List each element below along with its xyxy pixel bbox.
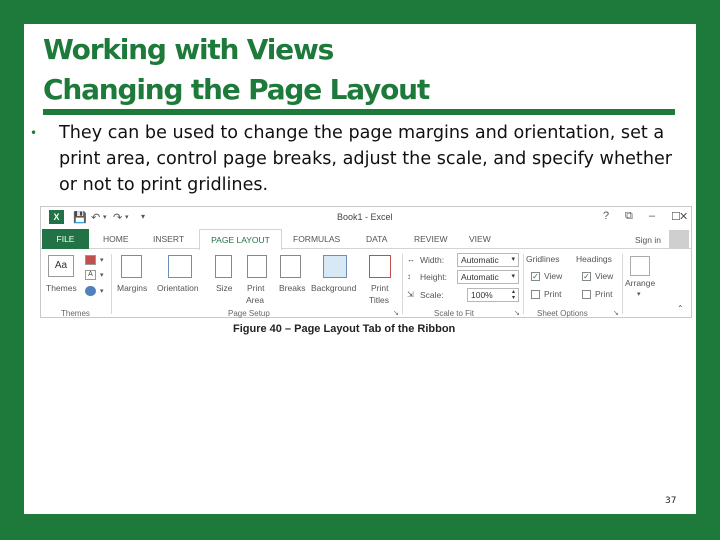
effects-icon[interactable] <box>85 286 96 296</box>
sheet-options-launcher-icon[interactable]: ↘ <box>613 310 619 317</box>
group-label-themes: Themes <box>61 309 90 318</box>
size-button[interactable]: Size <box>216 283 233 293</box>
print-titles-label-2[interactable]: Titles <box>369 295 389 305</box>
group-divider <box>111 254 112 314</box>
title-underline <box>43 109 675 115</box>
width-label: Width: <box>420 255 445 265</box>
margins-button[interactable]: Margins <box>117 283 148 293</box>
tab-page-layout[interactable]: PAGE LAYOUT <box>199 229 282 250</box>
spinner-arrows-icon[interactable]: ▴ ▾ <box>511 289 515 301</box>
tab-formulas[interactable]: FORMULAS <box>293 234 341 244</box>
chevron-down-icon: ▾ <box>511 273 515 280</box>
save-icon[interactable]: 💾 <box>73 212 87 224</box>
colors-dropdown-icon[interactable]: ▾ <box>100 257 104 264</box>
chevron-down-icon: ▾ <box>511 256 515 263</box>
group-divider <box>523 254 524 314</box>
tab-view[interactable]: VIEW <box>469 234 491 244</box>
excel-screenshot <box>40 206 692 318</box>
help-icon[interactable]: ? <box>603 210 610 222</box>
tab-data[interactable]: DATA <box>366 234 388 244</box>
gridlines-print-label: Print <box>544 289 562 299</box>
arrange-icon[interactable] <box>630 256 650 276</box>
scale-launcher-icon[interactable]: ↘ <box>514 310 520 317</box>
print-area-icon[interactable] <box>247 255 267 278</box>
tab-file[interactable]: FILE <box>42 229 89 249</box>
ribbon-display-icon[interactable]: ⧉ <box>625 210 633 222</box>
close-icon[interactable]: ✕ <box>679 211 689 223</box>
size-icon[interactable] <box>215 255 232 278</box>
headings-header: Headings <box>576 254 612 264</box>
gridlines-print-checkbox[interactable] <box>531 290 540 299</box>
fonts-dropdown-icon[interactable]: ▾ <box>100 272 104 279</box>
print-area-label-2[interactable]: Area <box>246 295 264 305</box>
maximize-icon[interactable]: ☐ <box>671 211 681 223</box>
title-line-1: Working with Views <box>43 33 334 66</box>
figure-caption: Figure 40 – Page Layout Tab of the Ribbon <box>233 323 456 335</box>
tab-home[interactable]: HOME <box>103 234 129 244</box>
ribbon <box>41 250 691 318</box>
gridlines-view-checkbox[interactable]: ✓ <box>532 272 539 281</box>
scale-spinner[interactable] <box>467 288 519 302</box>
slide <box>24 24 696 514</box>
height-select-value: Automatic <box>461 272 499 282</box>
bullet-item <box>30 120 690 198</box>
orientation-button[interactable]: Orientation <box>157 283 199 293</box>
group-divider <box>622 254 623 314</box>
bullet-dot-icon: • <box>30 126 38 140</box>
tab-insert[interactable]: INSERT <box>153 234 185 244</box>
undo-icon[interactable]: ↶ <box>91 212 101 224</box>
scale-spinner-value: 100% <box>471 290 493 300</box>
breaks-button[interactable]: Breaks <box>279 283 306 293</box>
orientation-icon[interactable] <box>168 255 192 278</box>
themes-button[interactable]: Themes <box>46 283 77 293</box>
window-title: Book1 - Excel <box>337 212 393 222</box>
colors-icon[interactable] <box>85 255 96 265</box>
page-number: 37 <box>665 496 677 506</box>
background-button[interactable]: Background <box>311 283 357 293</box>
margins-icon[interactable] <box>121 255 142 278</box>
group-label-sheet-options: Sheet Options <box>537 309 588 318</box>
width-select-value: Automatic <box>461 255 499 265</box>
height-label: Height: <box>420 272 447 282</box>
undo-dropdown-icon[interactable]: ▾ <box>103 214 107 221</box>
effects-dropdown-icon[interactable]: ▾ <box>100 288 104 295</box>
group-label-scale-to-fit: Scale to Fit <box>434 309 475 318</box>
chevron-down-icon[interactable]: ▾ <box>637 291 641 298</box>
gridlines-header: Gridlines <box>526 254 560 264</box>
print-area-label-1[interactable]: Print <box>247 283 265 293</box>
height-icon: ↕ <box>407 272 411 281</box>
print-titles-icon[interactable] <box>369 255 391 278</box>
headings-print-label: Print <box>595 289 613 299</box>
headings-view-label: View <box>595 271 614 281</box>
minimize-icon[interactable]: – <box>649 210 656 222</box>
scale-icon: ⇲ <box>407 290 414 299</box>
fonts-icon[interactable]: A <box>85 270 96 280</box>
tab-review[interactable]: REVIEW <box>414 234 448 244</box>
sign-in-link[interactable]: Sign in <box>635 235 661 245</box>
width-select[interactable] <box>457 253 519 267</box>
scale-label: Scale: <box>420 290 444 300</box>
redo-dropdown-icon[interactable]: ▾ <box>125 214 129 221</box>
themes-icon[interactable]: Aa <box>48 255 74 277</box>
title-line-2: Changing the Page Layout <box>43 73 430 106</box>
page-setup-launcher-icon[interactable]: ↘ <box>393 310 399 317</box>
arrange-button[interactable]: Arrange <box>625 278 656 288</box>
group-divider <box>402 254 403 314</box>
headings-print-checkbox[interactable] <box>582 290 591 299</box>
height-select[interactable] <box>457 270 519 284</box>
title-bar <box>41 207 691 229</box>
breaks-icon[interactable] <box>280 255 301 278</box>
excel-logo-icon: X <box>49 210 64 224</box>
avatar[interactable] <box>669 230 689 249</box>
gridlines-view-label: View <box>544 271 563 281</box>
group-label-page-setup: Page Setup <box>228 309 270 318</box>
redo-icon[interactable]: ↷ <box>113 212 123 224</box>
headings-view-checkbox[interactable]: ✓ <box>583 272 590 281</box>
slide-title <box>43 30 429 110</box>
background-icon[interactable] <box>323 255 347 278</box>
bullet-text: They can be used to change the page margins and orientation, set a print area, control page breaks, adjust the scale, and specify whether or not to print gridlines. <box>59 123 673 195</box>
customize-qat-icon[interactable]: ▾ <box>141 212 146 221</box>
print-titles-label-1[interactable]: Print <box>371 283 389 293</box>
collapse-ribbon-icon[interactable]: ⌃ <box>677 304 684 313</box>
width-icon: ↔ <box>407 255 415 264</box>
